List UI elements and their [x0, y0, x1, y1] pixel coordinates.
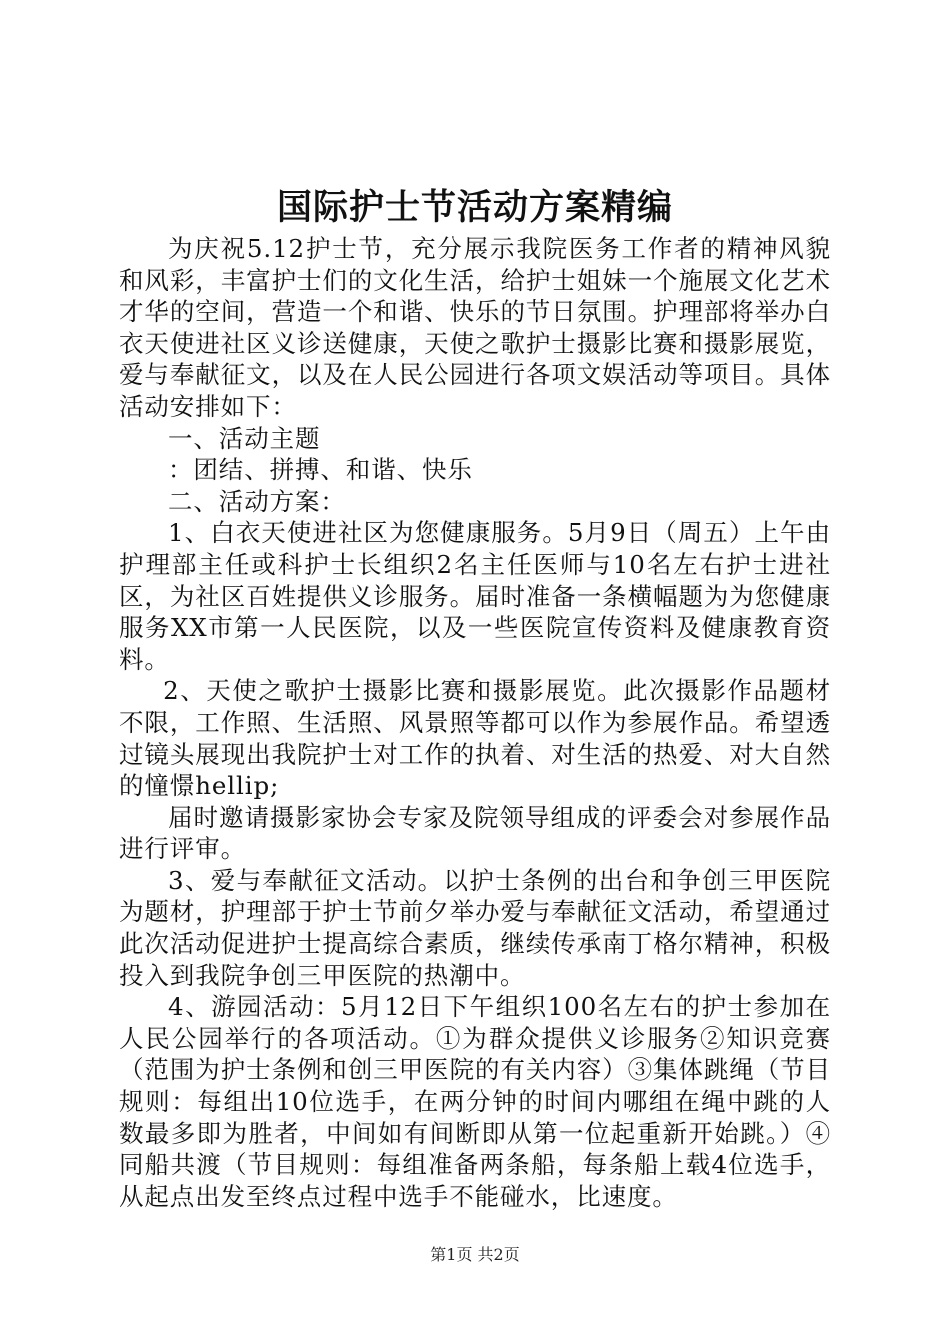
plan-item-2-review: 届时邀请摄影家协会专家及院领导组成的评委会对参展作品进行评审。	[119, 802, 831, 864]
page-footer: 第1页 共2页	[430, 1245, 520, 1264]
theme-content: ：团结、拼搏、和谐、快乐	[168, 455, 473, 485]
document-title: 国际护士节活动方案精编	[276, 187, 673, 228]
plan-item-4: 4、游园活动：5月12日下午组织100名左右的护士参加在人民公园举行的各项活动。①为群众提供义诊服务②知识竞赛（范围为护士条例和创三甲医院的有关内容）③集体跳绳（节目规则：每组出10位选手，在两分钟的时间内哪组在绳中跳的人数最多即为胜者，中间如有间断即从第一位起重新开始跳。）④同船共渡（节目规则：每组准备两条船，每条船上载4位选手，从起点出发至终点过程中选手不能碰水，比速度。	[119, 992, 831, 1211]
document-body	[119, 233, 831, 1212]
plan-item-1: 1、白衣天使进社区为您健康服务。5月9日（周五）上午由护理部主任或科护士长组织2名主任医师与10名左右护士进社区，为社区百姓提供义诊服务。届时准备一条横幅题为为您健康服务XX市第一人民医院，以及一些医院宣传资料及健康教育资料。	[119, 518, 831, 674]
section-heading-plan: 二、活动方案：	[168, 486, 346, 516]
plan-item-3: 3、爱与奉献征文活动。以护士条例的出台和争创三甲医院为题材，护理部于护士节前夕举办爱与奉献征文活动，希望通过此次活动促进护士提高综合素质，继续传承南丁格尔精神，积极投入到我院争创三甲医院的热潮中。	[119, 865, 831, 990]
plan-item-2: 2、天使之歌护士摄影比赛和摄影展览。此次摄影作品题材不限，工作照、生活照、风景照等都可以作为参展作品。希望透过镜头展现出我院护士对工作的执着、对生活的热爱、对大自然的憧憬hellip;	[119, 676, 831, 801]
section-heading-theme: 一、活动主题	[168, 423, 321, 453]
intro-paragraph: 为庆祝5.12护士节，充分展示我院医务工作者的精神风貌和风彩，丰富护士们的文化生活，给护士姐妹一个施展文化艺术才华的空间，营造一个和谐、快乐的节日氛围。护理部将举办白衣天使进社区义诊送健康，天使之歌护士摄影比赛和摄影展览，爱与奉献征文，以及在人民公园进行各项文娱活动等项目。具体活动安排如下：	[119, 234, 831, 421]
